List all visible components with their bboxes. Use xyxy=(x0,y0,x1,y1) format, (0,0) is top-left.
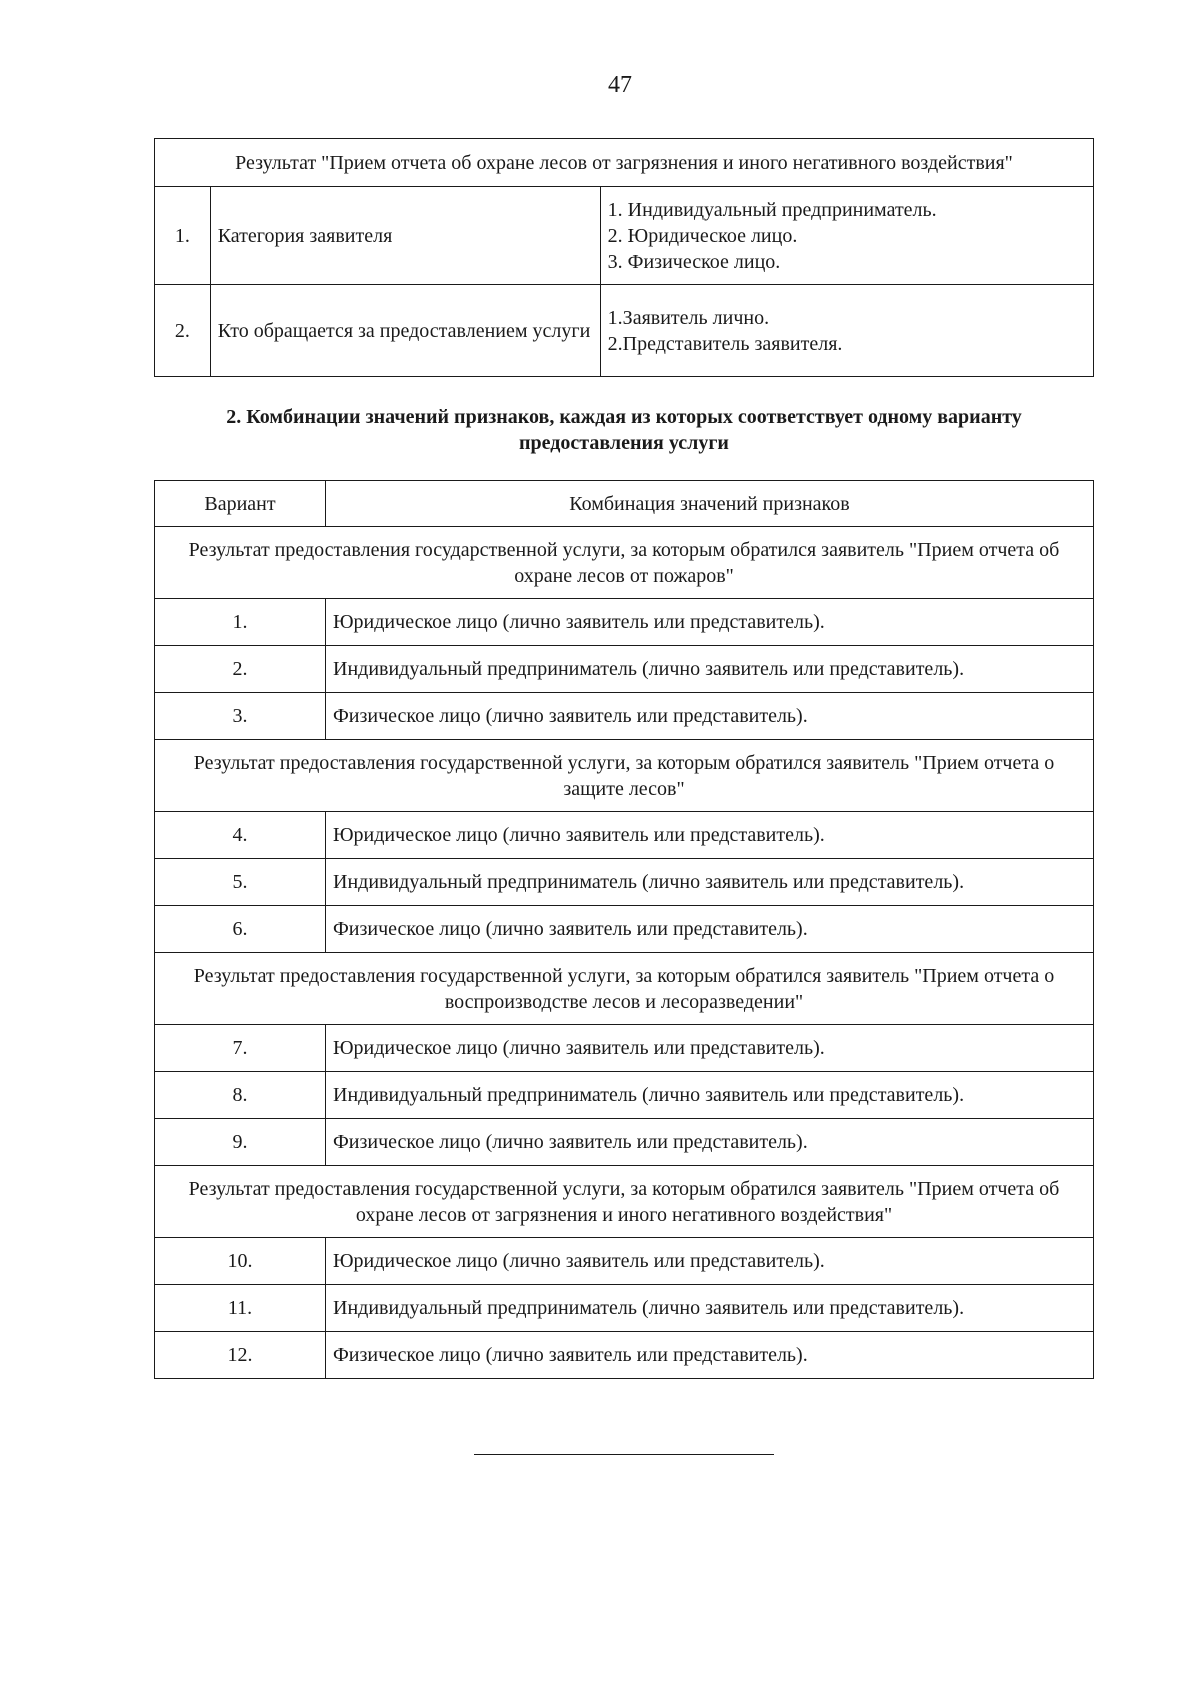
section-title xyxy=(154,404,1094,456)
variant-number-cell: 11. xyxy=(155,1285,326,1332)
variant-number-cell: 10. xyxy=(155,1238,326,1285)
variant-number-cell: 7. xyxy=(155,1025,326,1072)
table-row xyxy=(155,812,1094,859)
page-number: 47 xyxy=(608,72,632,98)
table-row xyxy=(155,859,1094,906)
combination-cell: Индивидуальный предприниматель (лично заявитель или представитель). xyxy=(326,859,1094,906)
result-group-row xyxy=(155,1166,1094,1238)
table-row xyxy=(155,646,1094,693)
combination-cell: Физическое лицо (лично заявитель или представитель). xyxy=(326,1119,1094,1166)
result-header-cell: Результат "Прием отчета об охране лесов от загрязнения и иного негативного воздействия" xyxy=(155,139,1094,187)
table-row xyxy=(155,1119,1094,1166)
variant-number-cell: 6. xyxy=(155,906,326,953)
criterion-value: 2.Представитель заявителя. xyxy=(607,332,843,355)
result-group-title: Результат предоставления государственной услуги, за которым обратился заявитель "Прием отчета о защите лесов" xyxy=(155,740,1094,812)
variant-number-cell: 4. xyxy=(155,812,326,859)
row-number-cell: 2. xyxy=(155,285,211,377)
combination-cell: Индивидуальный предприниматель (лично заявитель или представитель). xyxy=(326,1072,1094,1119)
criterion-values-cell xyxy=(600,187,1093,285)
variant-number-cell: 3. xyxy=(155,693,326,740)
combination-cell: Юридическое лицо (лично заявитель или представитель). xyxy=(326,812,1094,859)
combination-cell: Индивидуальный предприниматель (лично заявитель или представитель). xyxy=(326,1285,1094,1332)
criterion-value: 1. Индивидуальный предприниматель. xyxy=(607,198,937,221)
criterion-value: 2. Юридическое лицо. xyxy=(607,224,798,247)
variant-number-cell: 12. xyxy=(155,1332,326,1379)
variant-combinations-table xyxy=(154,480,1094,1379)
result-group-row xyxy=(155,740,1094,812)
table-header-row xyxy=(155,139,1094,187)
section-title-line: предоставления услуги xyxy=(519,432,729,454)
table-row xyxy=(155,1332,1094,1379)
result-group-title: Результат предоставления государственной услуги, за которым обратился заявитель "Прием отчета о воспроизводстве лесов и лесоразведении" xyxy=(155,953,1094,1025)
section-title-line: 2. Комбинации значений признаков, каждая из которых соответствует одному варианту xyxy=(226,406,1022,428)
result-group-title: Результат предоставления государственной услуги, за которым обратился заявитель "Прием отчета об охране лесов от загрязнения и иного негативного воздействия" xyxy=(155,1166,1094,1238)
combination-header-cell: Комбинация значений признаков xyxy=(326,481,1094,527)
result-group-title: Результат предоставления государственной услуги, за которым обратился заявитель "Прием отчета об охране лесов от пожаров" xyxy=(155,527,1094,599)
variant-header-cell: Вариант xyxy=(155,481,326,527)
table-row xyxy=(155,1238,1094,1285)
criterion-values-cell xyxy=(600,285,1093,377)
combination-cell: Юридическое лицо (лично заявитель или представитель). xyxy=(326,1238,1094,1285)
variant-number-cell: 5. xyxy=(155,859,326,906)
criterion-label-cell: Категория заявителя xyxy=(210,187,600,285)
combination-cell: Индивидуальный предприниматель (лично заявитель или представитель). xyxy=(326,646,1094,693)
criterion-value: 3. Физическое лицо. xyxy=(607,250,781,273)
combination-cell: Юридическое лицо (лично заявитель или представитель). xyxy=(326,599,1094,646)
table-row xyxy=(155,599,1094,646)
combination-cell: Физическое лицо (лично заявитель или представитель). xyxy=(326,906,1094,953)
table-row xyxy=(155,187,1094,285)
variant-number-cell: 1. xyxy=(155,599,326,646)
table-row xyxy=(155,1285,1094,1332)
table-row xyxy=(155,285,1094,377)
table-row xyxy=(155,693,1094,740)
variant-number-cell: 2. xyxy=(155,646,326,693)
table-row xyxy=(155,1025,1094,1072)
table-header-row xyxy=(155,481,1094,527)
row-number-cell: 1. xyxy=(155,187,211,285)
applicant-criteria-table xyxy=(154,138,1094,377)
table-row xyxy=(155,906,1094,953)
combination-cell: Физическое лицо (лично заявитель или представитель). xyxy=(326,1332,1094,1379)
table-row xyxy=(155,1072,1094,1119)
combination-cell: Юридическое лицо (лично заявитель или представитель). xyxy=(326,1025,1094,1072)
variant-number-cell: 9. xyxy=(155,1119,326,1166)
criterion-value: 1.Заявитель лично. xyxy=(607,306,770,329)
variant-number-cell: 8. xyxy=(155,1072,326,1119)
criterion-label-cell: Кто обращается за предоставлением услуги xyxy=(210,285,600,377)
combination-cell: Физическое лицо (лично заявитель или представитель). xyxy=(326,693,1094,740)
result-group-row xyxy=(155,527,1094,599)
footer-divider xyxy=(474,1454,774,1455)
result-group-row xyxy=(155,953,1094,1025)
